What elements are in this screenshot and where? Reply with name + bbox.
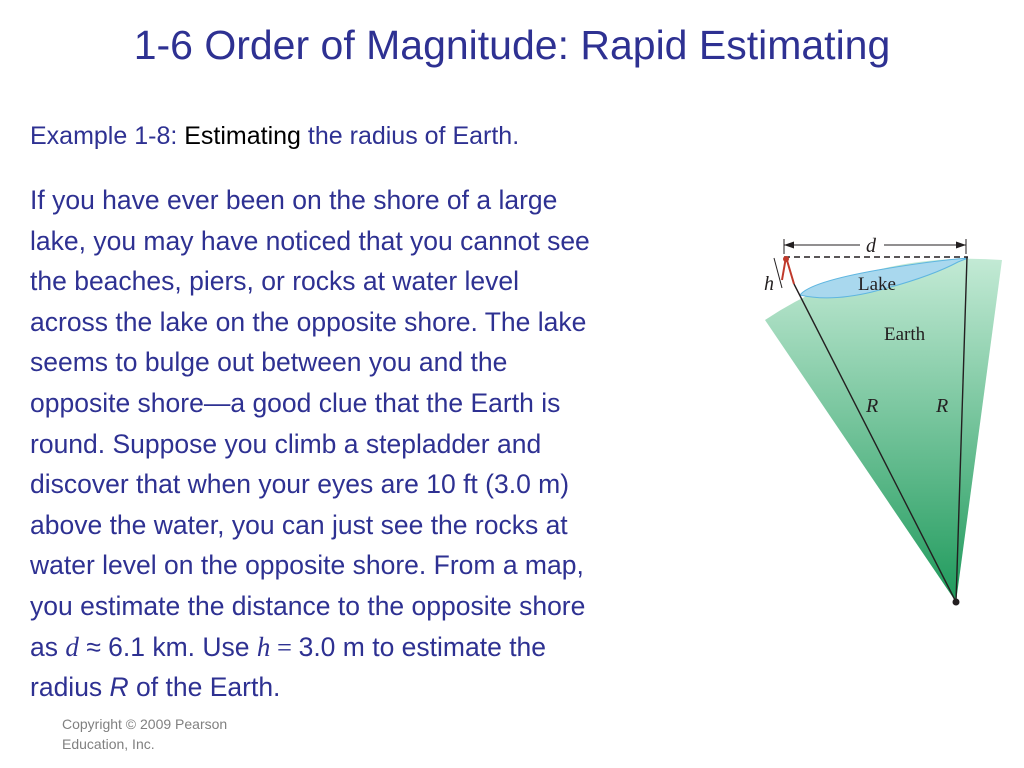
lake-label: Lake [858,274,896,295]
line13-text-b: of the Earth. [128,672,281,703]
earth-label: Earth [884,324,926,345]
equals-sign: = [270,631,299,662]
example-heading [30,122,519,151]
earth-center-point [953,599,960,606]
earth-radius-diagram-svg [760,228,1010,618]
problem-line-8: discover that when your eyes are 10 ft (3.0 m) [30,469,570,500]
line12-text-b: ≈ 6.1 km. Use [78,631,257,662]
distance-d-label: d [866,235,876,257]
problem-line-2: lake, you may have noticed that you cannot see [30,225,590,256]
problem-line-4: across the lake on the opposite shore. The lake [30,306,587,337]
variable-R: R [109,672,129,703]
example-suffix: the radius of Earth. [300,122,520,150]
variable-h: h [256,631,271,662]
earth-radius-diagram [760,228,1010,618]
height-h-label: h [764,273,774,295]
copyright-line-1: Copyright © 2009 Pearson [62,716,228,732]
observer-eye [783,256,789,262]
radius-label-left: R [866,395,879,417]
distance-d-arrowhead-right [956,242,966,249]
problem-line-10: water level on the opposite shore. From a map, [30,550,584,581]
slide-title: 1-6 Order of Magnitude: Rapid Estimating [133,22,891,68]
copyright-line-2: Education, Inc. [62,736,155,752]
height-h-arrow [774,258,782,288]
earth-wedge [765,259,1002,602]
radius-label-right: R [936,395,949,417]
distance-d-arrowhead-left [784,242,794,249]
problem-line-13 [30,667,760,708]
example-emphasis: Estimating [184,122,301,150]
line12-text-a: as [30,631,66,662]
line12-text-c: 3.0 m to estimate the [298,631,547,662]
problem-line-11: you estimate the distance to the opposite shore [30,590,586,621]
problem-line-1: If you have ever been on the shore of a large [30,185,558,215]
problem-line-6: opposite shore—a good clue that the Earth is [30,387,561,418]
problem-line-7: round. Suppose you climb a stepladder and [30,428,542,459]
problem-line-12 [30,627,760,668]
problem-text [30,180,760,708]
problem-line-5: seems to bulge out between you and the [30,347,508,378]
copyright [62,714,227,754]
line13-text-a: radius [30,672,110,703]
problem-line-9: above the water, you can just see the rocks at [30,509,568,540]
example-prefix: Example 1-8: [30,122,185,150]
problem-line-3: the beaches, piers, or rocks at water level [30,266,520,297]
variable-d: d [65,631,79,662]
